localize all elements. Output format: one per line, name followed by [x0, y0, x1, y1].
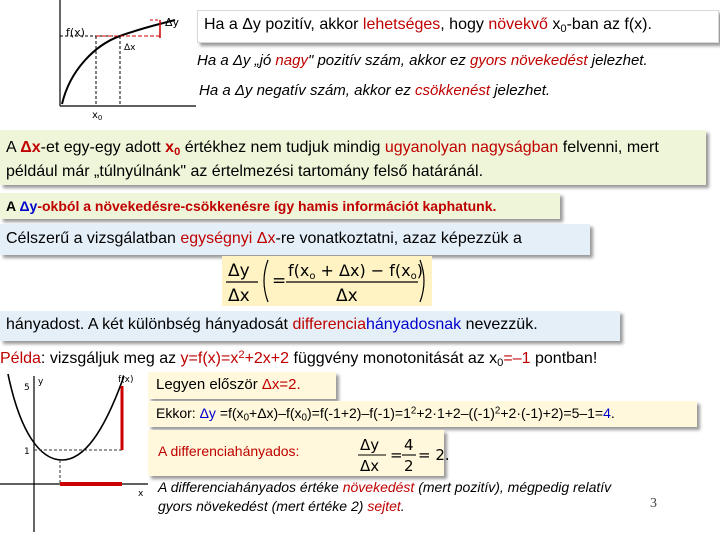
differenciahanyados-formula: [358, 433, 450, 475]
graph-label-x0: $x_0$: [92, 110, 103, 122]
formula-numerator: f(xo + Δx) − f(xo): [288, 261, 423, 282]
dx-text-3: értékhez nem tudjuk mindig: [180, 139, 385, 156]
dx-text-2: -et egy-egy adott: [40, 139, 166, 156]
graph-label-dx: Δx: [124, 43, 136, 53]
ertek-text-2: (mert pozitív), mégpedig relatív: [414, 479, 612, 495]
pelda-label: Példa: [0, 350, 41, 368]
highlight-novekedest: növekedést: [342, 479, 415, 495]
formula-eq: =: [272, 271, 287, 291]
highlight-differencia: differencia: [292, 316, 366, 333]
parabola-label-1: 1: [24, 447, 30, 457]
celszeru-box: [0, 224, 590, 255]
ekkor-dy: Δy: [199, 405, 216, 421]
condition-box: [197, 10, 719, 43]
ekkor-text-2: =f(x: [215, 405, 244, 421]
highlight-hanyadosnak: hányadosnak: [365, 316, 462, 333]
dx-paragraph-box: [0, 130, 706, 185]
ekkor-text-3: +Δx)–f(x: [249, 405, 302, 421]
highlight-dx-2: Δx=2.: [261, 376, 301, 393]
parabola-label-y: y: [38, 377, 44, 387]
parabola-label-fx: f(x): [118, 375, 134, 385]
legyen-box: [148, 372, 336, 399]
parabola-graph: [0, 372, 148, 540]
dx-text-1: A: [6, 139, 21, 156]
negative-text-1: Ha a Δy negatív szám, akkor ez: [199, 82, 415, 99]
highlight-nagy: nagy: [275, 52, 308, 69]
highlight-novekvo: növekvő: [488, 16, 548, 33]
hanyados-box: [0, 311, 620, 341]
legyen-text: Legyen először: [156, 376, 262, 393]
ekkor-text-6: +2·(-1)+2)=5–1=: [500, 405, 604, 421]
hany-text-1: hányadost. A két különbség hányadosát: [6, 316, 293, 333]
pelda-func: y=f(x)=x: [180, 350, 239, 368]
dy-text-3: információt kaphatunk.: [338, 198, 497, 214]
dy-line-box: [0, 193, 560, 219]
pelda-sup-2: 2: [238, 349, 245, 361]
dx-text-4: felvenni, mert például már „túlnyúlnánk" az értelmezési tartomány felső határánál.: [6, 139, 659, 180]
ertek-text-3: gyors növekedést (mert értéke 2): [158, 498, 368, 514]
highlight-hamis: hamis: [298, 198, 339, 214]
ekkor-end: .: [610, 405, 615, 421]
ekkor-text-5: +2·1+2–((-1): [416, 405, 495, 421]
positive-text-1: Ha a Δy „jó: [197, 52, 276, 69]
small-den: 2: [404, 457, 414, 475]
highlight-x0: x: [165, 139, 175, 156]
difference-quotient-formula: [222, 256, 432, 306]
highlight-x0-sub: 0: [174, 145, 181, 158]
small-dy: Δy: [360, 436, 380, 454]
ekkor-box: [148, 401, 697, 427]
condition-x: x: [547, 16, 561, 33]
condition-end: -ban az f(x).: [566, 16, 652, 33]
hany-text-2: nevezzük.: [461, 316, 538, 333]
differenciahanyados-label: A differenciahányados:: [158, 443, 300, 459]
negative-line: [199, 82, 550, 99]
ekkor-text-1: Ekkor:: [156, 405, 200, 421]
ekkor-text-4: )=f(-1+2)–f(-1)=1: [307, 405, 411, 421]
pelda-text-1: : vizsgáljuk meg az: [40, 350, 181, 368]
graph-label-dy: Δy: [165, 16, 180, 29]
graph-label-fx: f(x): [66, 26, 85, 39]
ertek-line-2: [158, 498, 405, 514]
dy-text-1: A: [6, 198, 20, 214]
dy-text-2: -okból a növekedésre-csökkenésre így: [37, 198, 299, 214]
highlight-lehetseges: lehetséges: [362, 16, 441, 33]
highlight-nagysag: ugyanolyan nagyságban: [384, 139, 559, 156]
parabola-label-5: 5: [24, 383, 30, 393]
ekkor-result: 4: [603, 405, 611, 421]
condition-text-2: , hogy: [440, 16, 489, 33]
ekkor-sub-2: 0: [301, 412, 307, 424]
pelda-func-end: +2x+2: [244, 350, 290, 368]
cel-text-2: -re vonatkoztatni, azaz képezzük a: [275, 230, 522, 247]
ekkor-sup-2: 2: [494, 405, 501, 417]
ertek-text-1: A differenciahányados értéke: [158, 479, 343, 495]
small-dx: Δx: [360, 457, 380, 475]
pelda-text-2: függvény monotonitását az x: [289, 350, 498, 368]
highlight-gyors: gyors növekedést: [470, 52, 588, 69]
highlight-egysegnyi: egységnyi Δx: [180, 230, 276, 247]
condition-text: Ha a Δy pozitív, akkor: [204, 16, 363, 33]
small-num: 4: [404, 436, 414, 454]
ekkor-sup-1: 2: [410, 405, 417, 417]
formula-denominator: Δx: [336, 286, 358, 306]
small-result: = 2.: [418, 446, 450, 464]
page-number: 3: [650, 496, 657, 511]
highlight-dx: Δx: [20, 139, 41, 156]
highlight-csokkenes: csökkenést: [414, 82, 491, 99]
pelda-value: =–1: [503, 350, 531, 368]
pelda-line: [0, 349, 597, 369]
positive-line: [197, 52, 648, 69]
positive-text-2: " pozitív szám, akkor ez: [307, 52, 470, 69]
pelda-sub-0: 0: [497, 356, 504, 369]
ertek-end: .: [400, 498, 405, 514]
condition-sub-0: 0: [560, 22, 567, 35]
formula-dy: Δy: [228, 261, 250, 281]
formula-dx: Δx: [228, 286, 250, 306]
small-eq: =: [390, 446, 403, 464]
ekkor-sub-1: 0: [243, 412, 250, 424]
highlight-sejtet: sejtet: [367, 498, 401, 514]
ertek-line-1: [158, 479, 611, 495]
pelda-text-3: pontban!: [530, 350, 598, 368]
cel-text-1: Célszerű a vizsgálatban: [6, 230, 181, 247]
negative-text-2: jelezhet.: [490, 82, 551, 99]
positive-text-3: jelezhet.: [587, 52, 648, 69]
top-function-graph: [0, 0, 196, 126]
parabola-label-x: x: [138, 489, 144, 499]
highlight-dy: Δy: [19, 198, 38, 214]
